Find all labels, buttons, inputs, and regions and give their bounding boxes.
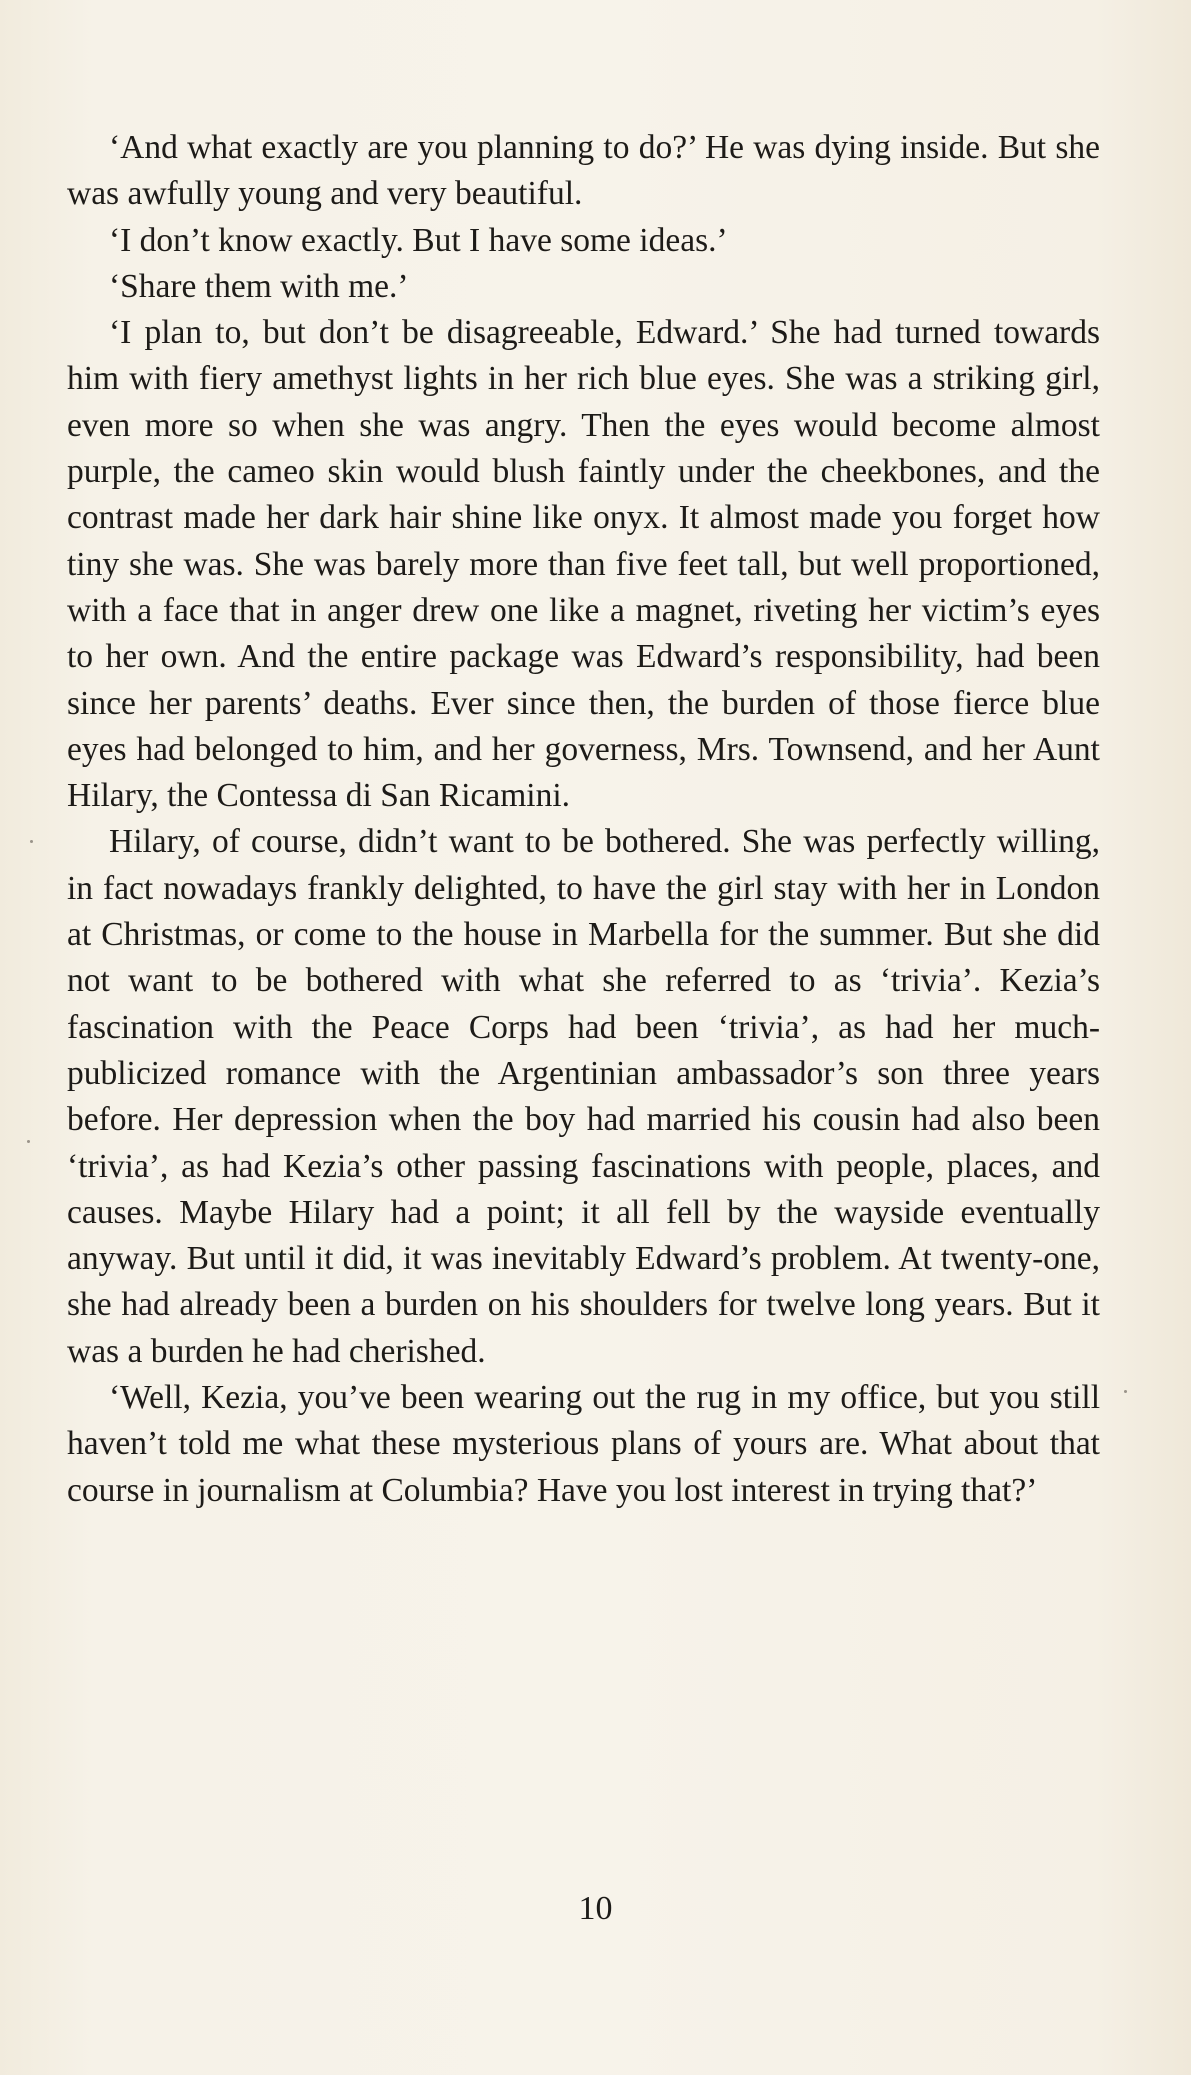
paper-speck [27,1140,30,1143]
page-number: 10 [578,1890,613,1927]
paragraph: Hilary, of course, didn’t want to be bothered. She was perfectly willing, in fact nowadays frankly delighted, to have the girl stay with her in London at Christmas, or come to the house in Marbella for the summer. But she did not want to be bothered with what she referred to as ‘trivia’. Kezia’s fascination with the Peace Corps had been ‘trivia’, as had her much-publicized romance with the Argentinian ambassador’s son three years before. Her depression when the boy had married his cousin had also been ‘trivia’, as had Kezia’s other passing fascinations with people, places, and causes. Maybe Hilary had a point; it all fell by the wayside eventually anyway. But until it did, it was inevitably Edward’s problem. At twenty-one, she had already been a burden on his shoulders for twelve long years. But it was a burden he had cherished. [67,823,1100,1370]
paragraph: ‘And what exactly are you planning to do?’ He was dying inside. But she was awfully young and very beautiful. [67,129,1100,213]
paragraph: ‘Well, Kezia, you’ve been wearing out the rug in my office, but you still haven’t told me what these mysterious plans of yours are. What about that course in journalism at Columbia? Have you lost interest in trying that?’ [67,1379,1100,1509]
paper-speck [1124,1390,1127,1393]
paragraph: ‘I don’t know exactly. But I have some ideas.’ [109,221,728,259]
paper-speck [30,840,33,843]
paragraph: ‘Share them with me.’ [109,267,409,305]
paragraph: ‘I plan to, but don’t be disagreeable, Edward.’ She had turned towards him with fiery amethyst lights in her rich blue eyes. She was a striking girl, even more so when she was angry. Then the eyes would become almost purple, the cameo skin would blush faintly under the cheekbones, and the contrast made her dark hair shine like onyx. It almost made you forget how tiny she was. She was barely more than five feet tall, but well proportioned, with a face that in anger drew one like a magnet, riveting her victim’s eyes to her own. And the entire package was Edward’s responsibility, had been since her parents’ deaths. Ever since then, the burden of those fierce blue eyes had belonged to him, and her governess, Mrs. Townsend, and her Aunt Hilary, the Contessa di San Ricamini. [67,314,1100,815]
body-text [67,125,1100,1514]
